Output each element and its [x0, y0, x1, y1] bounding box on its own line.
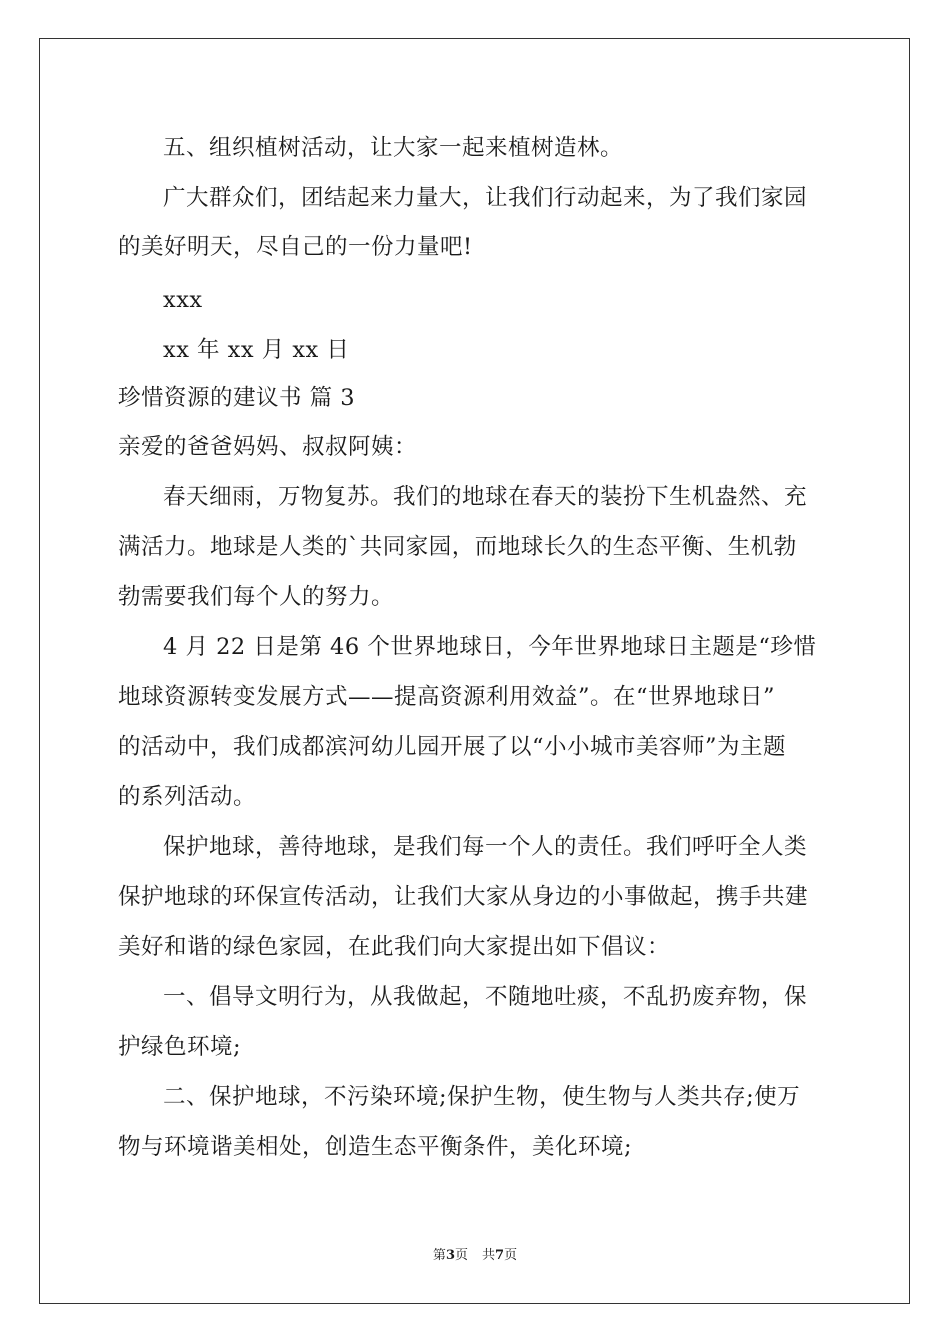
paragraph-line: 满活力。地球是人类的`共同家园，而地球长久的生态平衡、生机勃: [118, 534, 797, 560]
paragraph-line: 保护地球，善待地球，是我们每一个人的责任。我们呼吁全人类: [163, 834, 808, 860]
page-total: 7: [495, 1248, 505, 1263]
list-item-line: 护绿色环境;: [118, 1034, 242, 1060]
paragraph-line: 地球资源转变发展方式——提高资源利用效益”。在“世界地球日”: [118, 684, 776, 710]
page-number-prefix: 第: [432, 1248, 446, 1263]
salutation: 亲爱的爸爸妈妈、叔叔阿姨：: [118, 434, 418, 460]
page-border: [39, 38, 910, 1304]
paragraph-line: 春天细雨，万物复苏。我们的地球在春天的装扮下生机盎然、充: [163, 484, 808, 510]
page-footer: [0, 1249, 950, 1262]
paragraph-line: 的系列活动。: [118, 784, 257, 810]
paragraph-line: 的活动中，我们成都滨河幼儿园开展了以“小小城市美容师”为主题: [118, 734, 787, 760]
paragraph-line: 保护地球的环保宣传活动，让我们大家从身边的小事做起，携手共建: [118, 884, 809, 910]
list-item-line: 一、倡导文明行为，从我做起，不随地吐痰，不乱扔废弃物，保: [163, 984, 808, 1010]
list-item-line: 物与环境谐美相处，创造生态平衡条件，美化环境;: [118, 1134, 633, 1160]
page-total-prefix: 共: [482, 1248, 496, 1263]
section-heading: 珍惜资源的建议书 篇 3: [118, 385, 356, 411]
list-item-plant-trees: 五、组织植树活动，让大家一起来植树造林。: [163, 135, 624, 161]
page-total-suffix: 页: [504, 1248, 518, 1263]
signature: xxx: [163, 287, 203, 313]
page-number-current: 3: [445, 1248, 455, 1263]
page-number-suffix: 页: [454, 1248, 468, 1263]
paragraph-line: 4 月 22 日是第 46 个世界地球日，今年世界地球日主题是“珍惜: [163, 634, 817, 660]
paragraph-line: 的美好明天，尽自己的一份力量吧!: [118, 234, 473, 260]
list-item-line: 二、保护地球，不污染环境;保护生物，使生物与人类共存;使万: [163, 1084, 801, 1110]
date-line: xx 年 xx 月 xx 日: [163, 337, 350, 363]
paragraph-line: 美好和谐的绿色家园，在此我们向大家提出如下倡议：: [118, 934, 671, 960]
paragraph-line: 勃需要我们每个人的努力。: [118, 584, 395, 610]
paragraph-line: 广大群众们，团结起来力量大，让我们行动起来，为了我们家园: [163, 185, 808, 211]
